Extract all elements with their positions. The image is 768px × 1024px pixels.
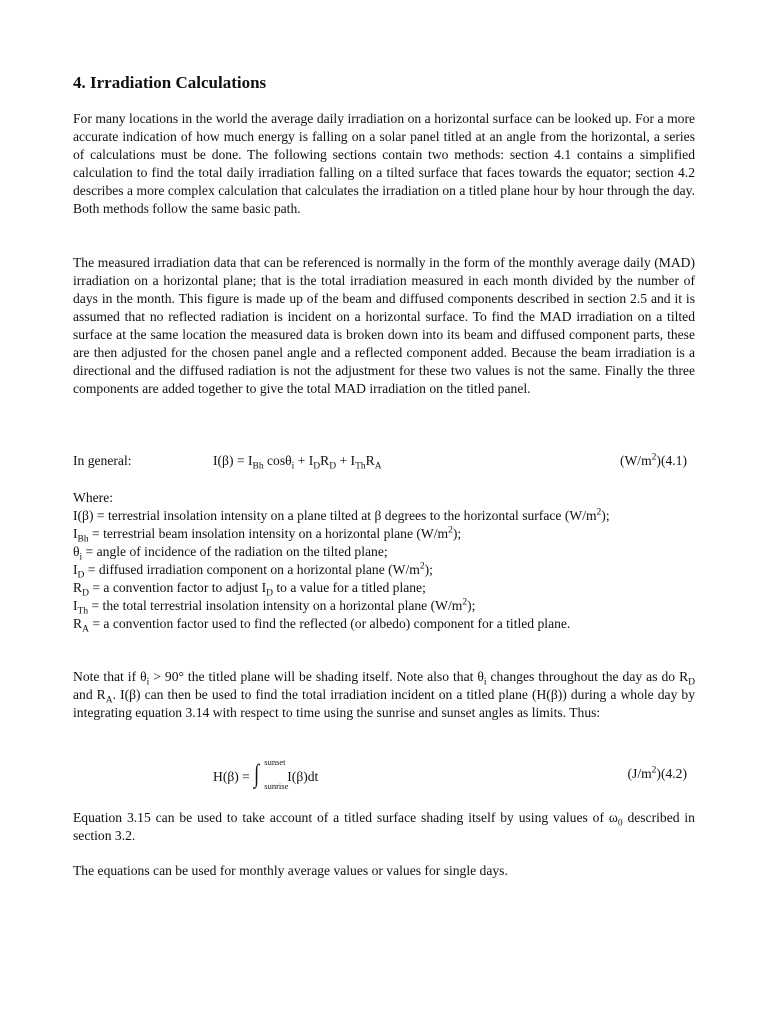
definition-theta-i: $\theta_i$ = angle of incidence of the radiation on the tilted plane; (73, 544, 388, 563)
paragraph-closing (73, 862, 695, 880)
paragraph-equation-3-15 (73, 809, 695, 845)
definition-i-th: $I_{Th}$ = the total terrestrial insolation intensity on a horizontal plane $(W/m^2)$; (73, 597, 476, 617)
integral-sign-icon: ∫ sunset sunrise (254, 757, 289, 791)
section-heading: 4. Irradiation Calculations (73, 73, 267, 92)
equation-4-2-expression: H(β) = ∫ sunset sunrise I(β)dt (213, 757, 319, 791)
definition-r-a: $R_A = a$ convention factor used to find the reflected (or albedo) component for a titled plane. (73, 616, 571, 635)
definition-r-d: $R_D = a$ convention factor to adjust $I_D$ to a value for a titled plane; (73, 580, 426, 599)
definition-i-d: $I_D$ = diffused irradiation component on a horizontal plane $(W/m^2)$; (73, 561, 433, 581)
equation-4-2-number: $(J/m^2)(4.2)$ (627, 765, 687, 781)
equation-4-1 (73, 452, 695, 472)
definitions-list (73, 489, 695, 633)
paragraph-note (73, 668, 695, 722)
equation-4-1-expression: $I(\beta) = I_{Bh}$ $\cos\theta_i + I_DR_D + I_{Th}R_A$ (213, 453, 382, 472)
paragraph-measured-data (73, 254, 695, 398)
where-label: Where: (73, 490, 113, 505)
equation-4-2 (73, 757, 695, 791)
equation-label: In general: (73, 453, 132, 468)
paragraph-equation-3-15-text: Equation 3.15 can be used to take account of a titled surface shading itself by using values of $\omega_0$ described in section 3.2. (73, 810, 695, 843)
paragraph-note-text: Note that if $\theta_i > 90^\circ$ the titled plane will be shading itself. Note also that $\theta_i$ changes throughout the day as do $R_D$ and $R_A$. I(β) can then be used to find the total irradiation incident on a titled plane (H(β)) during a whole day by integrating equation 3.14 with respect to time using the sunrise and sunset angles as limits. Thus: (73, 669, 696, 720)
equation-4-1-number: $(W/m^2)(4.1)$ (619, 452, 687, 468)
definition-i-bh: $I_{Bh}$ = terrestrial beam insolation intensity on a horizontal plane $(W/m^2)$; (73, 525, 462, 545)
paragraph-measured-data-text: The measured irradiation data that can be referenced is normally in the form of the monthly average daily (MAD) irradiation on a horizontal plane; that is the total irradiation measured in each month divided by the number of days in the month. This figure is made up of the beam and diffused components described in section 2.5 and it is assumed that no reflected radiation is incident on a horizontal surface. To find the MAD irradiation on a tilted surface at the same location the measured data is broken down into its beam and diffused component parts, these are then adjusted for the chosen panel angle and a reflected component added. Because the beam irradiation is a directional and the diffused radiation is not the adjustment for these two values is not the same. Finally the three components are added together to give the total MAD irradiation on the titled panel. (73, 255, 695, 396)
paragraph-intro (73, 110, 695, 218)
definition-i-beta: I(β) = terrestrial insolation intensity on a plane tilted at β degrees to the horizontal surface $(W/m^2)$; (73, 507, 610, 523)
paragraph-closing-text: The equations can be used for monthly average values or values for single days. (73, 863, 508, 878)
paragraph-intro-text: For many locations in the world the average daily irradiation on a horizontal surface can be looked up. For a more accurate indication of how much energy is falling on a solar panel titled at an angle from the horizontal, a series of calculations must be done. The following sections contain two methods: section 4.1 contains a simplified calculation to find the total daily irradiation falling on a tilted surface that faces towards the equator; section 4.2 describes a more complex calculation that calculates the irradiation on a titled plane hour by hour through the day. Both methods follow the same basic path. (73, 111, 695, 216)
